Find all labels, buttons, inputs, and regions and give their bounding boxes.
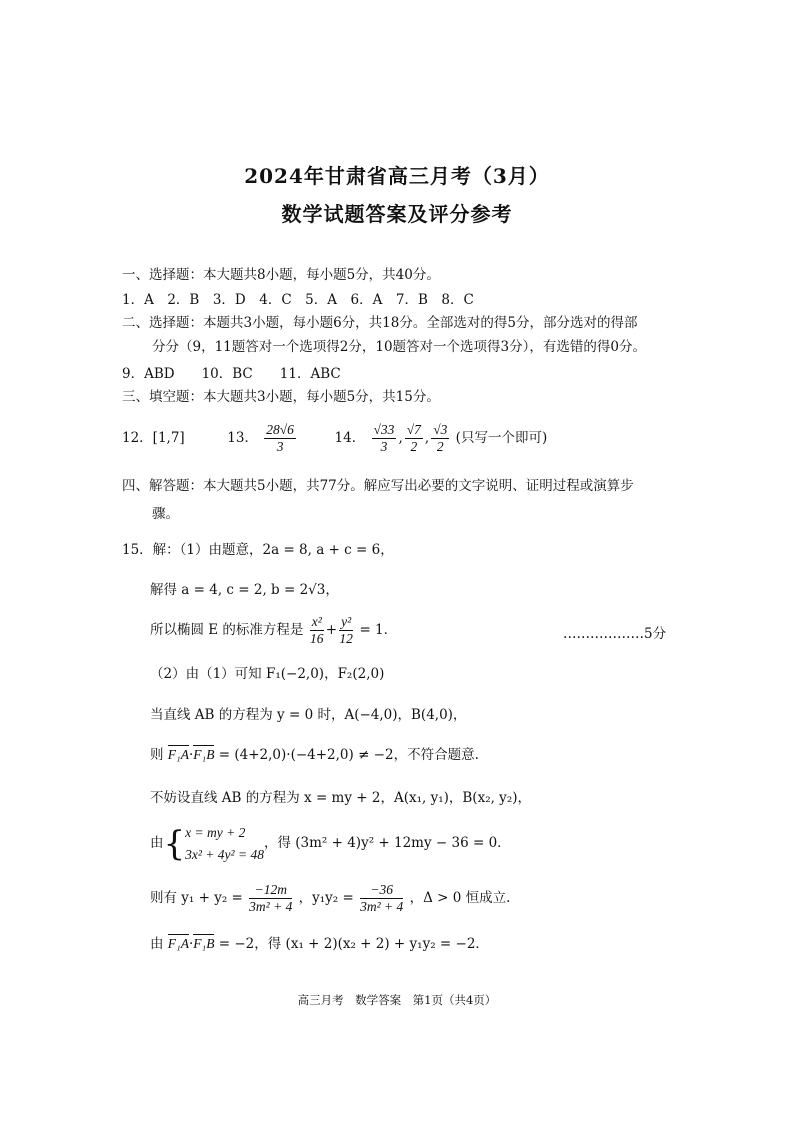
- vieta-product-fraction: $\frac{-36}{\text{3m² + 4}}$: [360, 882, 404, 915]
- answer-14-fraction-1: $\frac{√33}{3}$: [373, 422, 395, 455]
- problem-15-step2: 解得 a = 4, c = 2, b = 2√3，: [150, 582, 339, 598]
- answer-14-fraction-3: $\frac{√3}{2}$: [433, 422, 448, 455]
- page-footer: 高三月考 数学答案 第1页（共4页）: [297, 993, 497, 1007]
- problem-15-condition: 由 F₁A·F₁B = −2，得 (x₁ + 2)(x₂ + 2) + y₁y₂ = −2．: [150, 936, 489, 952]
- ellipse-fraction-y: $\frac{\text{y²}}{12}$: [339, 614, 353, 647]
- answer-12: 12．[1,7]: [122, 430, 185, 447]
- problem-15-line-assumption: 不妨设直线 AB 的方程为 x = my + 2，A(x₁, y₁)，B(x₂, y₂)，: [150, 790, 531, 806]
- answer-13-label: 13．: [227, 430, 258, 447]
- problem-15-step3: 所以椭圆 E 的标准方程是 $\frac{\text{x²}}{16}$ + $\frac{\text{y²}}{12}$ = 1．: [150, 614, 398, 647]
- answer-14-fraction-2: $\frac{√7}{2}$: [406, 422, 421, 455]
- page-subtitle: 数学试题答案及评分参考: [281, 202, 513, 226]
- vieta-sum-label: 则有 y₁ + y₂ =: [150, 890, 243, 907]
- vieta-sum-fraction: $\frac{-12m}{\text{3m² + 4}}$: [249, 882, 293, 915]
- problem-15-dot-product: 则 F₁A·F₁B = (4+2,0)·(−4+2,0) ≠ −2，不符合题意.: [150, 747, 479, 763]
- condition-prefix: 由: [150, 936, 164, 952]
- problem-15-system: 由{ x = my + 2 3x² + 4y² = 48 ，得 (3m² + 4)y² + 12my − 36 = 0．: [150, 823, 511, 864]
- page-title: 2024年甘肃省高三月考（3月）: [244, 164, 550, 188]
- vieta-product-label: ，y₁y₂ =: [298, 890, 354, 907]
- system-eq-1: x = my + 2: [185, 825, 246, 840]
- section-2-heading-line2: 分分（9，11题答对一个选项得2分，10题答对一个选项得3分），有选错的得0分。: [152, 339, 646, 355]
- system-result: ，得 (3m² + 4)y² + 12my − 36 = 0．: [263, 835, 511, 852]
- section-4-heading-line2: 骤。: [152, 506, 179, 522]
- problem-15-part2: （2）由（1）可知 F₁(−2,0)，F₂(2,0): [150, 666, 385, 682]
- section-2-heading-line1: 二、选择题：本题共3小题，每小题6分，共18分。全部选对的得5分，部分选对的得部: [122, 315, 638, 331]
- section-2-answers: 9．ABD 10．BC 11．ABC: [122, 366, 341, 382]
- ellipse-equation-text: 所以椭圆 E 的标准方程是: [150, 622, 304, 639]
- problem-15-step1: 15．解：（1）由题意，2a = 8, a + c = 6，: [122, 542, 394, 558]
- problem-15-vieta: [150, 882, 510, 915]
- dot-product-result: = (4+2,0)·(−4+2,0) ≠ −2，不符合题意.: [218, 747, 479, 763]
- discriminant-note: ，Δ > 0 恒成立.: [409, 890, 511, 907]
- section-4-heading-line1: 四、解答题：本大题共5小题，共77分。解应写出必要的文字说明、证明过程或演算步: [122, 478, 634, 494]
- condition-result: = −2，得 (x₁ + 2)(x₂ + 2) + y₁y₂ = −2．: [218, 936, 489, 952]
- system-prefix: 由: [150, 835, 164, 852]
- section-1-heading: 一、选择题：本大题共8小题，每小题5分，共40分。: [122, 267, 440, 283]
- answer-14-note: (只写一个即可): [455, 430, 548, 447]
- fill-in-answers: 12．[1,7] 13． $\frac{28√6}{3}$ 14． $\frac{√33}{3}$ , $\frac{√7}{2}$ , $\frac{√3}{2}$ (只写一个即可): [122, 422, 548, 455]
- answer-14-label: 14．: [334, 430, 366, 447]
- score-5: ………………5分: [563, 626, 667, 642]
- ellipse-equation-end: = 1．: [359, 622, 398, 639]
- system-eq-2: 3x² + 4y² = 48: [185, 846, 264, 862]
- section-1-answers: 1．A 2．B 3．D 4．C 5．A 6．A 7．B 8．C: [122, 292, 474, 308]
- answer-13-fraction: $\frac{28√6}{3}$: [266, 422, 294, 455]
- problem-15-case-y0: 当直线 AB 的方程为 y = 0 时，A(−4,0)，B(4,0)，: [150, 707, 467, 723]
- ellipse-fraction-x: $\frac{\text{x²}}{16}$: [310, 614, 324, 647]
- section-3-heading: 三、填空题：本大题共3小题，每小题5分，共15分。: [122, 389, 440, 405]
